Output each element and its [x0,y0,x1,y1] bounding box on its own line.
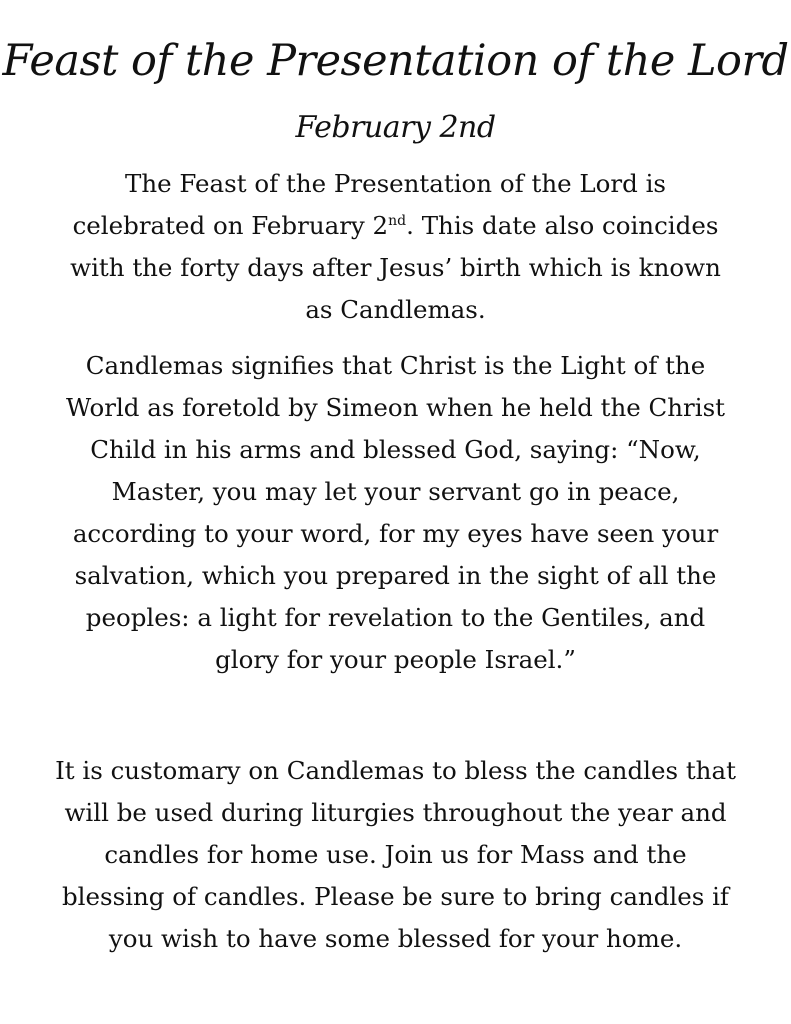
feast-title: Feast of the Presentation of the Lord [2,36,789,86]
ordinal-suffix: nd [388,212,407,229]
feast-date-subtitle: February 2nd [295,110,496,145]
invitation-paragraph: It is customary on Candlemas to bless the candles that will be used during liturgies throughout the year and candles for home use. Join us for Mass and the blessing of candles. Please be sure to bring candles if you wish to have some blessed for your home. [55,756,736,953]
intro-paragraph [55,163,736,331]
candlemas-meaning-paragraph: Candlemas signifies that Christ is the Light of the World as foretold by Simeon when he held the Christ Child in his arms and blessed God, saying: “Now, Master, you may let your servant go in peace, according to your word, for my eyes have seen your salvation, which you prepared in the sight of all the peoples: a light for revelation to the Gentiles, and glory for your people Israel.” [65,351,726,674]
intro-text-end: . This date also coincides with the forty days after Jesus’ birth which is known as Candlemas. [70,211,721,324]
intro-text-start: The Feast of the Presentation of the Lord is celebrated on February 2 [72,169,667,240]
